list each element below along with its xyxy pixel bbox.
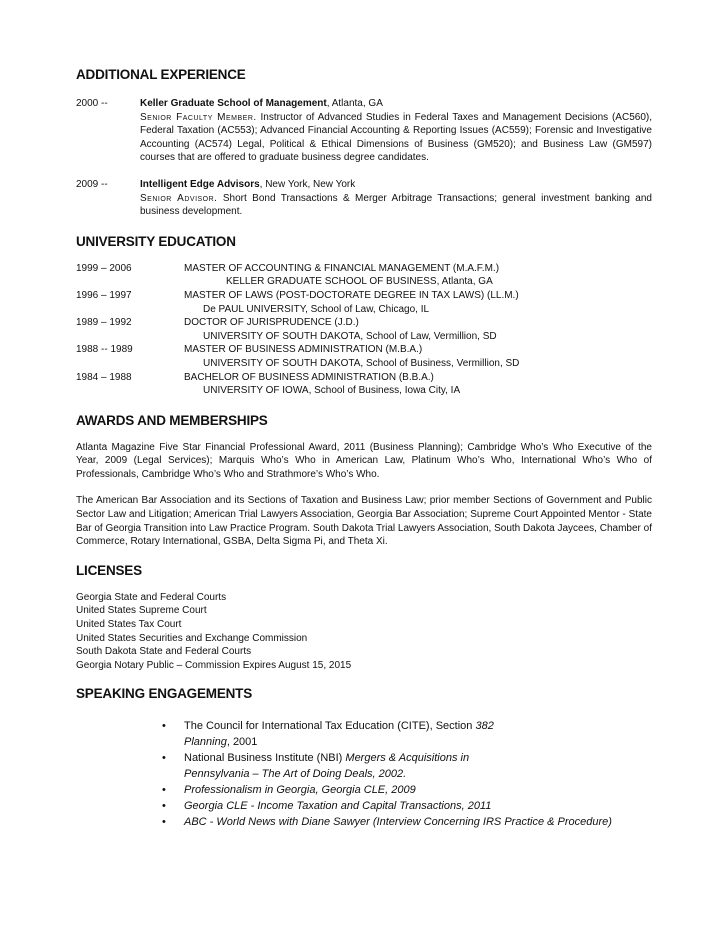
- experience-description: Instructor of Advanced Studies in Federal Taxes and Management Decisions (AC560), Federal Taxation (AC553); Advanced Financial Accounting & Reporting Issues (AC559); Forensic and Investigative Accounting (AC574) Legal, Political & Ethical Dimensions of Business (GM520); and Business Law (GM597) courses that are offered to graduate business degree candidates.: [140, 111, 652, 164]
- education-date: 1988 -- 1989: [76, 344, 133, 356]
- license-item: Georgia State and Federal Courts: [76, 591, 227, 603]
- education-degree: MASTER OF ACCOUNTING & FINANCIAL MANAGEMENT (M.A.F.M.): [184, 262, 500, 274]
- speaking-item: • ABC - World News with Diane Sawyer (Interview Concerning IRS Practice & Procedure): [162, 816, 612, 829]
- speaking-item: • The Council for International Tax Education (CITE), Section 382 Planning, 2001: [162, 720, 494, 749]
- memberships-paragraph: The American Bar Association and its Sections of Taxation and Business Law; prior member Sections of Government and Public Sector Law and Litigation; American Trial Lawyers Association, Georgia Bar Association; Supreme Court Appointed Mentor - State Bar of Georgia Transition into Law Practice Program. South Dakota Trial Lawyers Association, South Dakota Jaycees, Chamber of Commerce, Rotary International, GSBA, Delta Sigma Pi, and Theta Xi.: [76, 495, 652, 548]
- education-date: 1984 – 1988: [76, 371, 132, 383]
- licenses-heading: LICENSES: [76, 562, 142, 578]
- education-date: 1996 – 1997: [76, 289, 132, 301]
- awards-paragraph: Atlanta Magazine Five Star Financial Professional Award, 2011 (Business Planning); Cambridge Who’s Who Executive of the Year, 2009 (Legal Services); Marquis Who’s Who in American Law, Platinum Who’s Who, International Who’s Who of Professionals, Cambridge Who’s Who and Strathmore’s Who’s Who.: [76, 441, 652, 480]
- experience-location: , New York, New York: [259, 178, 356, 190]
- speaking-section: [76, 685, 652, 830]
- license-item: Georgia Notary Public – Commission Expires August 15, 2015: [76, 659, 352, 671]
- license-item: United States Supreme Court: [76, 605, 207, 617]
- education-entry: [76, 343, 652, 370]
- speaking-item: • National Business Institute (NBI) Mergers & Acquisitions in Pennsylvania – The Art of Doing Deals, 2002.: [162, 752, 470, 781]
- speaking-item: • Professionalism in Georgia, Georgia CLE, 2009: [162, 784, 416, 797]
- experience-body: [140, 178, 652, 219]
- license-item: South Dakota State and Federal Courts: [76, 646, 252, 658]
- experience-date: 2000 --: [76, 98, 108, 109]
- education-heading: UNIVERSITY EDUCATION: [76, 233, 236, 249]
- speaking-list: [76, 718, 652, 830]
- additional-experience-section: [76, 66, 652, 219]
- education-school: KELLER GRADUATE SCHOOL OF BUSINESS, Atlanta, GA: [226, 276, 493, 288]
- education-list: [76, 262, 652, 398]
- education-section: [76, 233, 652, 398]
- licenses-section: [76, 562, 652, 673]
- education-degree: MASTER OF LAWS (POST-DOCTORATE DEGREE IN TAX LAWS) (LL.M.): [184, 289, 519, 301]
- additional-experience-heading: ADDITIONAL EXPERIENCE: [76, 67, 246, 82]
- bullet-icon: •: [162, 816, 166, 829]
- experience-location: , Atlanta, GA: [326, 98, 383, 109]
- licenses-list: [76, 591, 652, 673]
- bullet-icon: •: [162, 800, 166, 813]
- education-school: UNIVERSITY OF IOWA, School of Business, Iowa City, IA: [203, 385, 461, 397]
- education-degree: DOCTOR OF JURISPRUDENCE (J.D.): [184, 317, 359, 329]
- bullet-icon: •: [162, 720, 166, 733]
- education-degree: BACHELOR OF BUSINESS ADMINISTRATION (B.B.A.): [184, 371, 434, 383]
- awards-heading: AWARDS AND MEMBERSHIPS: [76, 412, 268, 428]
- experience-body: [140, 97, 652, 165]
- resume-page: [76, 66, 652, 830]
- education-entry: [76, 262, 652, 289]
- education-entry: [76, 316, 652, 343]
- education-date: 1989 – 1992: [76, 317, 132, 329]
- speaking-heading: SPEAKING ENGAGEMENTS: [76, 686, 253, 702]
- education-degree: MASTER OF BUSINESS ADMINISTRATION (M.B.A.): [184, 344, 423, 356]
- experience-title: Senior Faculty Member.: [140, 111, 257, 123]
- experience-title: Senior Advisor.: [140, 192, 218, 204]
- education-entry: [76, 289, 652, 316]
- experience-entry: [76, 97, 652, 165]
- education-school: De PAUL UNIVERSITY, School of Law, Chicago, IL: [203, 303, 430, 315]
- experience-org: Intelligent Edge Advisors: [140, 178, 260, 190]
- education-entry: [76, 371, 652, 398]
- education-date: 1999 – 2006: [76, 262, 132, 274]
- experience-entry: [76, 178, 652, 219]
- bullet-icon: •: [162, 752, 166, 765]
- experience-date: 2009 --: [76, 178, 108, 190]
- education-school: UNIVERSITY OF SOUTH DAKOTA, School of Business, Vermillion, SD: [203, 357, 520, 369]
- license-item: United States Securities and Exchange Commission: [76, 632, 308, 644]
- awards-section: [76, 412, 652, 549]
- bullet-icon: •: [162, 784, 166, 797]
- experience-org: Keller Graduate School of Management: [140, 98, 327, 109]
- experience-description: Short Bond Transactions & Merger Arbitrage Transactions; general investment banking and business development.: [140, 192, 652, 218]
- education-school: UNIVERSITY OF SOUTH DAKOTA, School of Law, Vermillion, SD: [203, 330, 497, 342]
- speaking-item: • Georgia CLE - Income Taxation and Capital Transactions, 2011: [162, 800, 492, 813]
- license-item: United States Tax Court: [76, 619, 182, 631]
